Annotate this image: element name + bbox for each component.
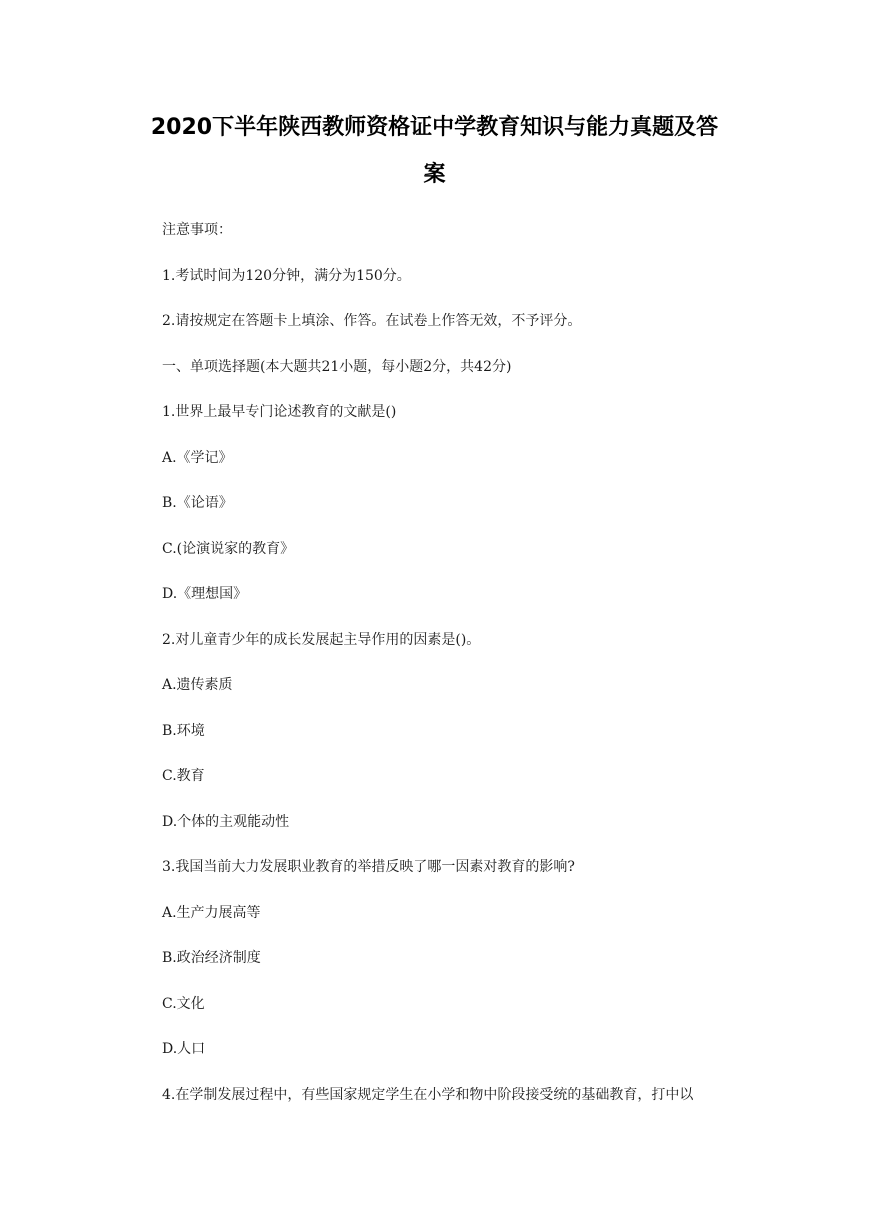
answer-option: D.《理想国》 bbox=[162, 586, 248, 602]
notice-heading: 注意事项： bbox=[162, 222, 232, 238]
question-stem: 1.世界上最早专门论述教育的文献是() bbox=[162, 404, 397, 420]
answer-option: D.人口 bbox=[162, 1041, 206, 1057]
answer-option: D.个体的主观能动性 bbox=[162, 814, 290, 830]
question-stem: 4.在学制发展过程中，有些国家规定学生在小学和物中阶段接受统的基础教育，打中以 bbox=[162, 1087, 694, 1103]
section-heading: 一、单项选择题(本大题共21小题，每小题2分，共42分) bbox=[162, 359, 512, 375]
question-stem: 3.我国当前大力发展职业教育的举措反映了哪一因素对教育的影响? bbox=[162, 859, 575, 875]
question-stem: 2.对儿童青少年的成长发展起主导作用的因素是()。 bbox=[162, 632, 481, 648]
notice-item: 1.考试时间为120分钟，满分为150分。 bbox=[162, 268, 411, 284]
answer-option: A.遗传素质 bbox=[162, 677, 233, 693]
answer-option: C.教育 bbox=[162, 768, 205, 784]
answer-option: B.政治经济制度 bbox=[162, 950, 261, 966]
answer-option: C.(论演说家的教育》 bbox=[162, 541, 295, 557]
answer-option: A.生产力展高等 bbox=[162, 905, 261, 921]
document-title-line-2: 案 bbox=[423, 162, 446, 187]
answer-option: B.《论语》 bbox=[162, 495, 233, 511]
document-title-line-1: 2020下半年陕西教师资格证中学教育知识与能力真题及答 bbox=[150, 115, 719, 140]
answer-option: C.文化 bbox=[162, 996, 205, 1012]
answer-option: B.环境 bbox=[162, 723, 205, 739]
notice-item: 2.请按规定在答题卡上填涂、作答。在试卷上作答无效，不予评分。 bbox=[162, 313, 582, 329]
answer-option: A.《学记》 bbox=[162, 450, 233, 466]
